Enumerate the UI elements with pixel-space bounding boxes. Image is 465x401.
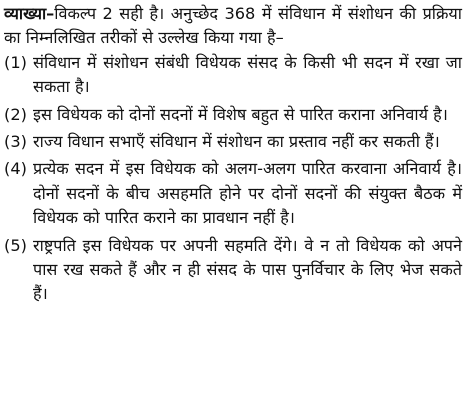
item-text: प्रत्येक सदन में इस विधेयक को अलग-अलग पारित करवाना अनिवार्य है। दोनों सदनों के बीच असहमति होने पर दोनों सदनों की संयुक्त बैठक में विधेयक को पारित कराने का प्रावधान नहीं है। xyxy=(33,159,462,228)
item-text: राष्ट्रपति इस विधेयक पर अपनी सहमति देंगे। वे न तो विधेयक को अपने पास रख सकते हैं और न ही संसद के पास पुनर्विचार के लिए भेज सकते हैं। xyxy=(33,235,462,304)
list-item xyxy=(4,234,462,307)
explanation-label: व्याख्या– xyxy=(4,4,55,23)
list-item xyxy=(4,157,462,230)
list-item xyxy=(4,130,462,154)
explanation-paragraph xyxy=(4,2,462,51)
item-number: (4) xyxy=(4,159,27,179)
explanation-text: विकल्प 2 सही है। अनुच्छेद 368 में संविधान में संशोधन की प्रक्रिया का निम्नलिखित तरीकों से उल्लेख किया गया है– xyxy=(4,4,462,48)
item-number: (1) xyxy=(4,52,27,72)
item-number: (5) xyxy=(4,235,27,255)
item-number: (3) xyxy=(4,132,27,152)
document-page xyxy=(4,2,462,310)
list-item xyxy=(4,51,462,100)
amendment-points-list xyxy=(4,51,462,307)
list-item xyxy=(4,103,462,127)
item-text: संविधान में संशोधन संबंधी विधेयक संसद के किसी भी सदन में रखा जा सकता है। xyxy=(33,52,462,97)
item-text: इस विधेयक को दोनों सदनों में विशेष बहुत से पारित कराना अनिवार्य है। xyxy=(33,104,448,124)
item-text: राज्य विधान सभाएँ संविधान में संशोधन का प्रस्ताव नहीं कर सकती हैं। xyxy=(33,132,440,152)
item-number: (2) xyxy=(4,104,27,124)
